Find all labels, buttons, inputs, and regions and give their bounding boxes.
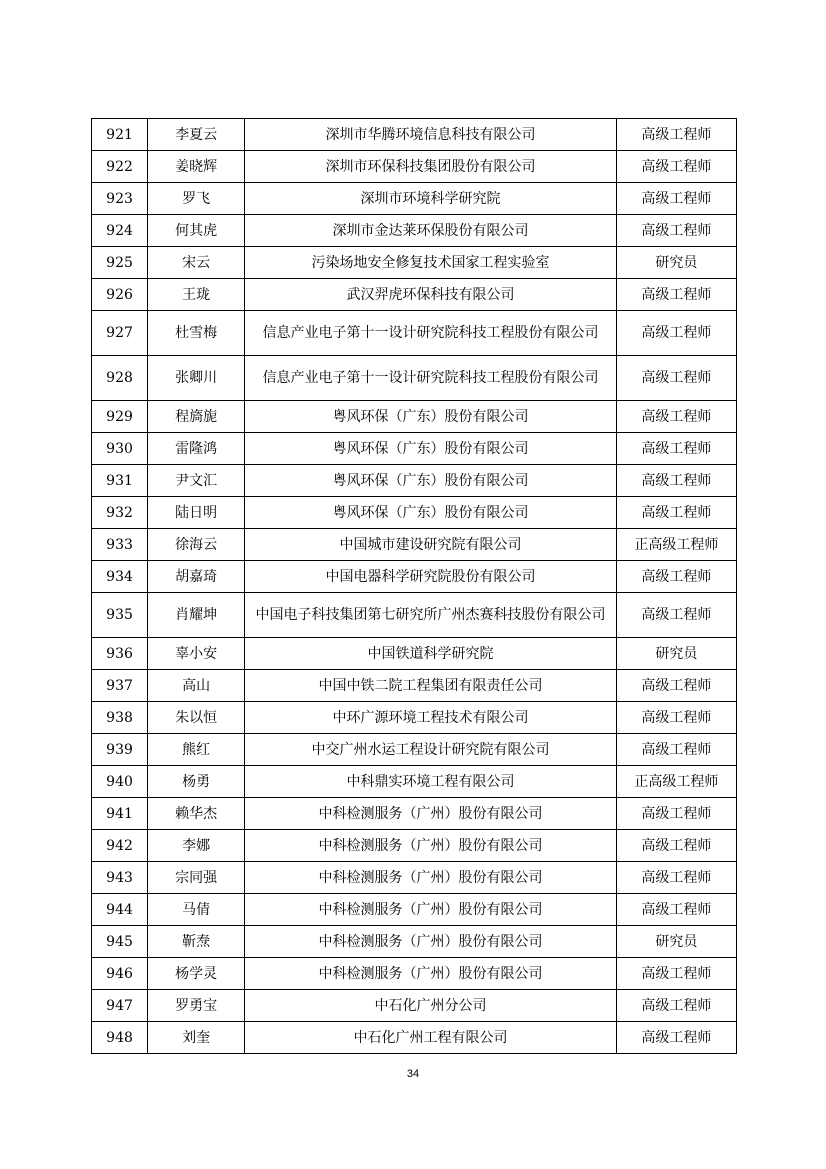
cell-number: 929 <box>92 401 148 433</box>
cell-title: 高级工程师 <box>616 561 736 593</box>
cell-title: 高级工程师 <box>616 465 736 497</box>
cell-number: 948 <box>92 1022 148 1054</box>
cell-number: 947 <box>92 990 148 1022</box>
page-number: 34 <box>406 1068 420 1080</box>
cell-organization: 武汉羿虎环保科技有限公司 <box>245 279 617 311</box>
cell-number: 933 <box>92 529 148 561</box>
cell-title: 研究员 <box>616 926 736 958</box>
cell-name: 王珑 <box>148 279 245 311</box>
cell-organization: 污染场地安全修复技术国家工程实验室 <box>245 247 617 279</box>
table-row <box>92 798 737 830</box>
cell-organization: 信息产业电子第十一设计研究院科技工程股份有限公司 <box>245 356 617 401</box>
cell-name: 宋云 <box>148 247 245 279</box>
cell-number: 928 <box>92 356 148 401</box>
cell-number: 923 <box>92 183 148 215</box>
table-row <box>92 529 737 561</box>
table-row <box>92 830 737 862</box>
cell-organization: 中科检测服务（广州）股份有限公司 <box>245 862 617 894</box>
table-row <box>92 183 737 215</box>
cell-name: 徐海云 <box>148 529 245 561</box>
cell-title: 高级工程师 <box>616 862 736 894</box>
cell-title: 高级工程师 <box>616 119 736 151</box>
cell-organization: 中国电器科学研究院股份有限公司 <box>245 561 617 593</box>
cell-name: 罗飞 <box>148 183 245 215</box>
cell-title: 高级工程师 <box>616 593 736 638</box>
cell-organization: 中科检测服务（广州）股份有限公司 <box>245 798 617 830</box>
cell-number: 930 <box>92 433 148 465</box>
cell-number: 927 <box>92 311 148 356</box>
cell-title: 高级工程师 <box>616 702 736 734</box>
cell-title: 高级工程师 <box>616 670 736 702</box>
cell-title: 高级工程师 <box>616 356 736 401</box>
cell-organization: 深圳市环境科学研究院 <box>245 183 617 215</box>
table-row <box>92 497 737 529</box>
table-row <box>92 279 737 311</box>
cell-number: 944 <box>92 894 148 926</box>
cell-title: 高级工程师 <box>616 894 736 926</box>
table-row <box>92 401 737 433</box>
cell-number: 940 <box>92 766 148 798</box>
table-row <box>92 990 737 1022</box>
cell-number: 943 <box>92 862 148 894</box>
cell-name: 胡嘉琦 <box>148 561 245 593</box>
cell-number: 931 <box>92 465 148 497</box>
table-row <box>92 766 737 798</box>
cell-name: 雷隆鸿 <box>148 433 245 465</box>
cell-organization: 中石化广州分公司 <box>245 990 617 1022</box>
cell-organization: 中国铁道科学研究院 <box>245 638 617 670</box>
cell-title: 高级工程师 <box>616 311 736 356</box>
cell-name: 杜雪梅 <box>148 311 245 356</box>
cell-organization: 粤风环保（广东）股份有限公司 <box>245 497 617 529</box>
cell-organization: 中交广州水运工程设计研究院有限公司 <box>245 734 617 766</box>
cell-title: 高级工程师 <box>616 958 736 990</box>
cell-organization: 粤风环保（广东）股份有限公司 <box>245 401 617 433</box>
cell-title: 高级工程师 <box>616 279 736 311</box>
cell-number: 935 <box>92 593 148 638</box>
cell-name: 赖华杰 <box>148 798 245 830</box>
cell-number: 921 <box>92 119 148 151</box>
cell-name: 杨勇 <box>148 766 245 798</box>
cell-name: 尹文汇 <box>148 465 245 497</box>
cell-title: 高级工程师 <box>616 1022 736 1054</box>
cell-title: 研究员 <box>616 638 736 670</box>
table-row <box>92 247 737 279</box>
cell-name: 姜晓辉 <box>148 151 245 183</box>
cell-title: 高级工程师 <box>616 830 736 862</box>
cell-title: 高级工程师 <box>616 734 736 766</box>
cell-organization: 中国城市建设研究院有限公司 <box>245 529 617 561</box>
cell-organization: 粤风环保（广东）股份有限公司 <box>245 465 617 497</box>
cell-title: 高级工程师 <box>616 990 736 1022</box>
table-row <box>92 356 737 401</box>
cell-organization: 信息产业电子第十一设计研究院科技工程股份有限公司 <box>245 311 617 356</box>
cell-number: 939 <box>92 734 148 766</box>
cell-name: 李夏云 <box>148 119 245 151</box>
cell-number: 922 <box>92 151 148 183</box>
table-row <box>92 926 737 958</box>
cell-name: 熊红 <box>148 734 245 766</box>
cell-title: 正高级工程师 <box>616 766 736 798</box>
cell-name: 张卿川 <box>148 356 245 401</box>
cell-title: 高级工程师 <box>616 798 736 830</box>
cell-name: 朱以恒 <box>148 702 245 734</box>
cell-title: 高级工程师 <box>616 401 736 433</box>
cell-name: 高山 <box>148 670 245 702</box>
cell-organization: 中国中铁二院工程集团有限责任公司 <box>245 670 617 702</box>
cell-title: 研究员 <box>616 247 736 279</box>
cell-number: 941 <box>92 798 148 830</box>
cell-organization: 中石化广州工程有限公司 <box>245 1022 617 1054</box>
cell-title: 高级工程师 <box>616 183 736 215</box>
cell-name: 刘奎 <box>148 1022 245 1054</box>
table-row <box>92 215 737 247</box>
table-row <box>92 734 737 766</box>
cell-number: 934 <box>92 561 148 593</box>
table-row <box>92 862 737 894</box>
cell-name: 罗勇宝 <box>148 990 245 1022</box>
table-row <box>92 561 737 593</box>
table-row <box>92 670 737 702</box>
cell-number: 946 <box>92 958 148 990</box>
cell-name: 靳焘 <box>148 926 245 958</box>
cell-name: 陆日明 <box>148 497 245 529</box>
cell-name: 辜小安 <box>148 638 245 670</box>
table-row <box>92 894 737 926</box>
cell-number: 924 <box>92 215 148 247</box>
cell-number: 936 <box>92 638 148 670</box>
table-row <box>92 638 737 670</box>
personnel-table <box>91 118 737 1054</box>
cell-organization: 中环广源环境工程技术有限公司 <box>245 702 617 734</box>
cell-organization: 中科检测服务（广州）股份有限公司 <box>245 894 617 926</box>
cell-organization: 中科检测服务（广州）股份有限公司 <box>245 958 617 990</box>
cell-name: 宗同强 <box>148 862 245 894</box>
cell-name: 肖耀坤 <box>148 593 245 638</box>
cell-organization: 深圳市金达莱环保股份有限公司 <box>245 215 617 247</box>
table-row <box>92 1022 737 1054</box>
cell-number: 937 <box>92 670 148 702</box>
cell-number: 932 <box>92 497 148 529</box>
cell-title: 高级工程师 <box>616 151 736 183</box>
table-row <box>92 465 737 497</box>
table-row <box>92 311 737 356</box>
cell-organization: 深圳市华腾环境信息科技有限公司 <box>245 119 617 151</box>
table-row <box>92 702 737 734</box>
cell-name: 马倩 <box>148 894 245 926</box>
table-row <box>92 151 737 183</box>
cell-title: 正高级工程师 <box>616 529 736 561</box>
table-row <box>92 593 737 638</box>
cell-title: 高级工程师 <box>616 497 736 529</box>
cell-organization: 中科鼎实环境工程有限公司 <box>245 766 617 798</box>
cell-number: 942 <box>92 830 148 862</box>
cell-organization: 深圳市环保科技集团股份有限公司 <box>245 151 617 183</box>
cell-number: 945 <box>92 926 148 958</box>
cell-organization: 中国电子科技集团第七研究所广州杰赛科技股份有限公司 <box>245 593 617 638</box>
cell-organization: 中科检测服务（广州）股份有限公司 <box>245 830 617 862</box>
cell-title: 高级工程师 <box>616 433 736 465</box>
table-row <box>92 433 737 465</box>
cell-name: 杨学灵 <box>148 958 245 990</box>
cell-name: 何其虎 <box>148 215 245 247</box>
cell-number: 925 <box>92 247 148 279</box>
table-row <box>92 119 737 151</box>
cell-organization: 中科检测服务（广州）股份有限公司 <box>245 926 617 958</box>
cell-organization: 粤风环保（广东）股份有限公司 <box>245 433 617 465</box>
cell-title: 高级工程师 <box>616 215 736 247</box>
cell-name: 李娜 <box>148 830 245 862</box>
cell-number: 938 <box>92 702 148 734</box>
cell-name: 程旖旎 <box>148 401 245 433</box>
table-row <box>92 958 737 990</box>
cell-number: 926 <box>92 279 148 311</box>
table-body <box>92 119 737 1054</box>
